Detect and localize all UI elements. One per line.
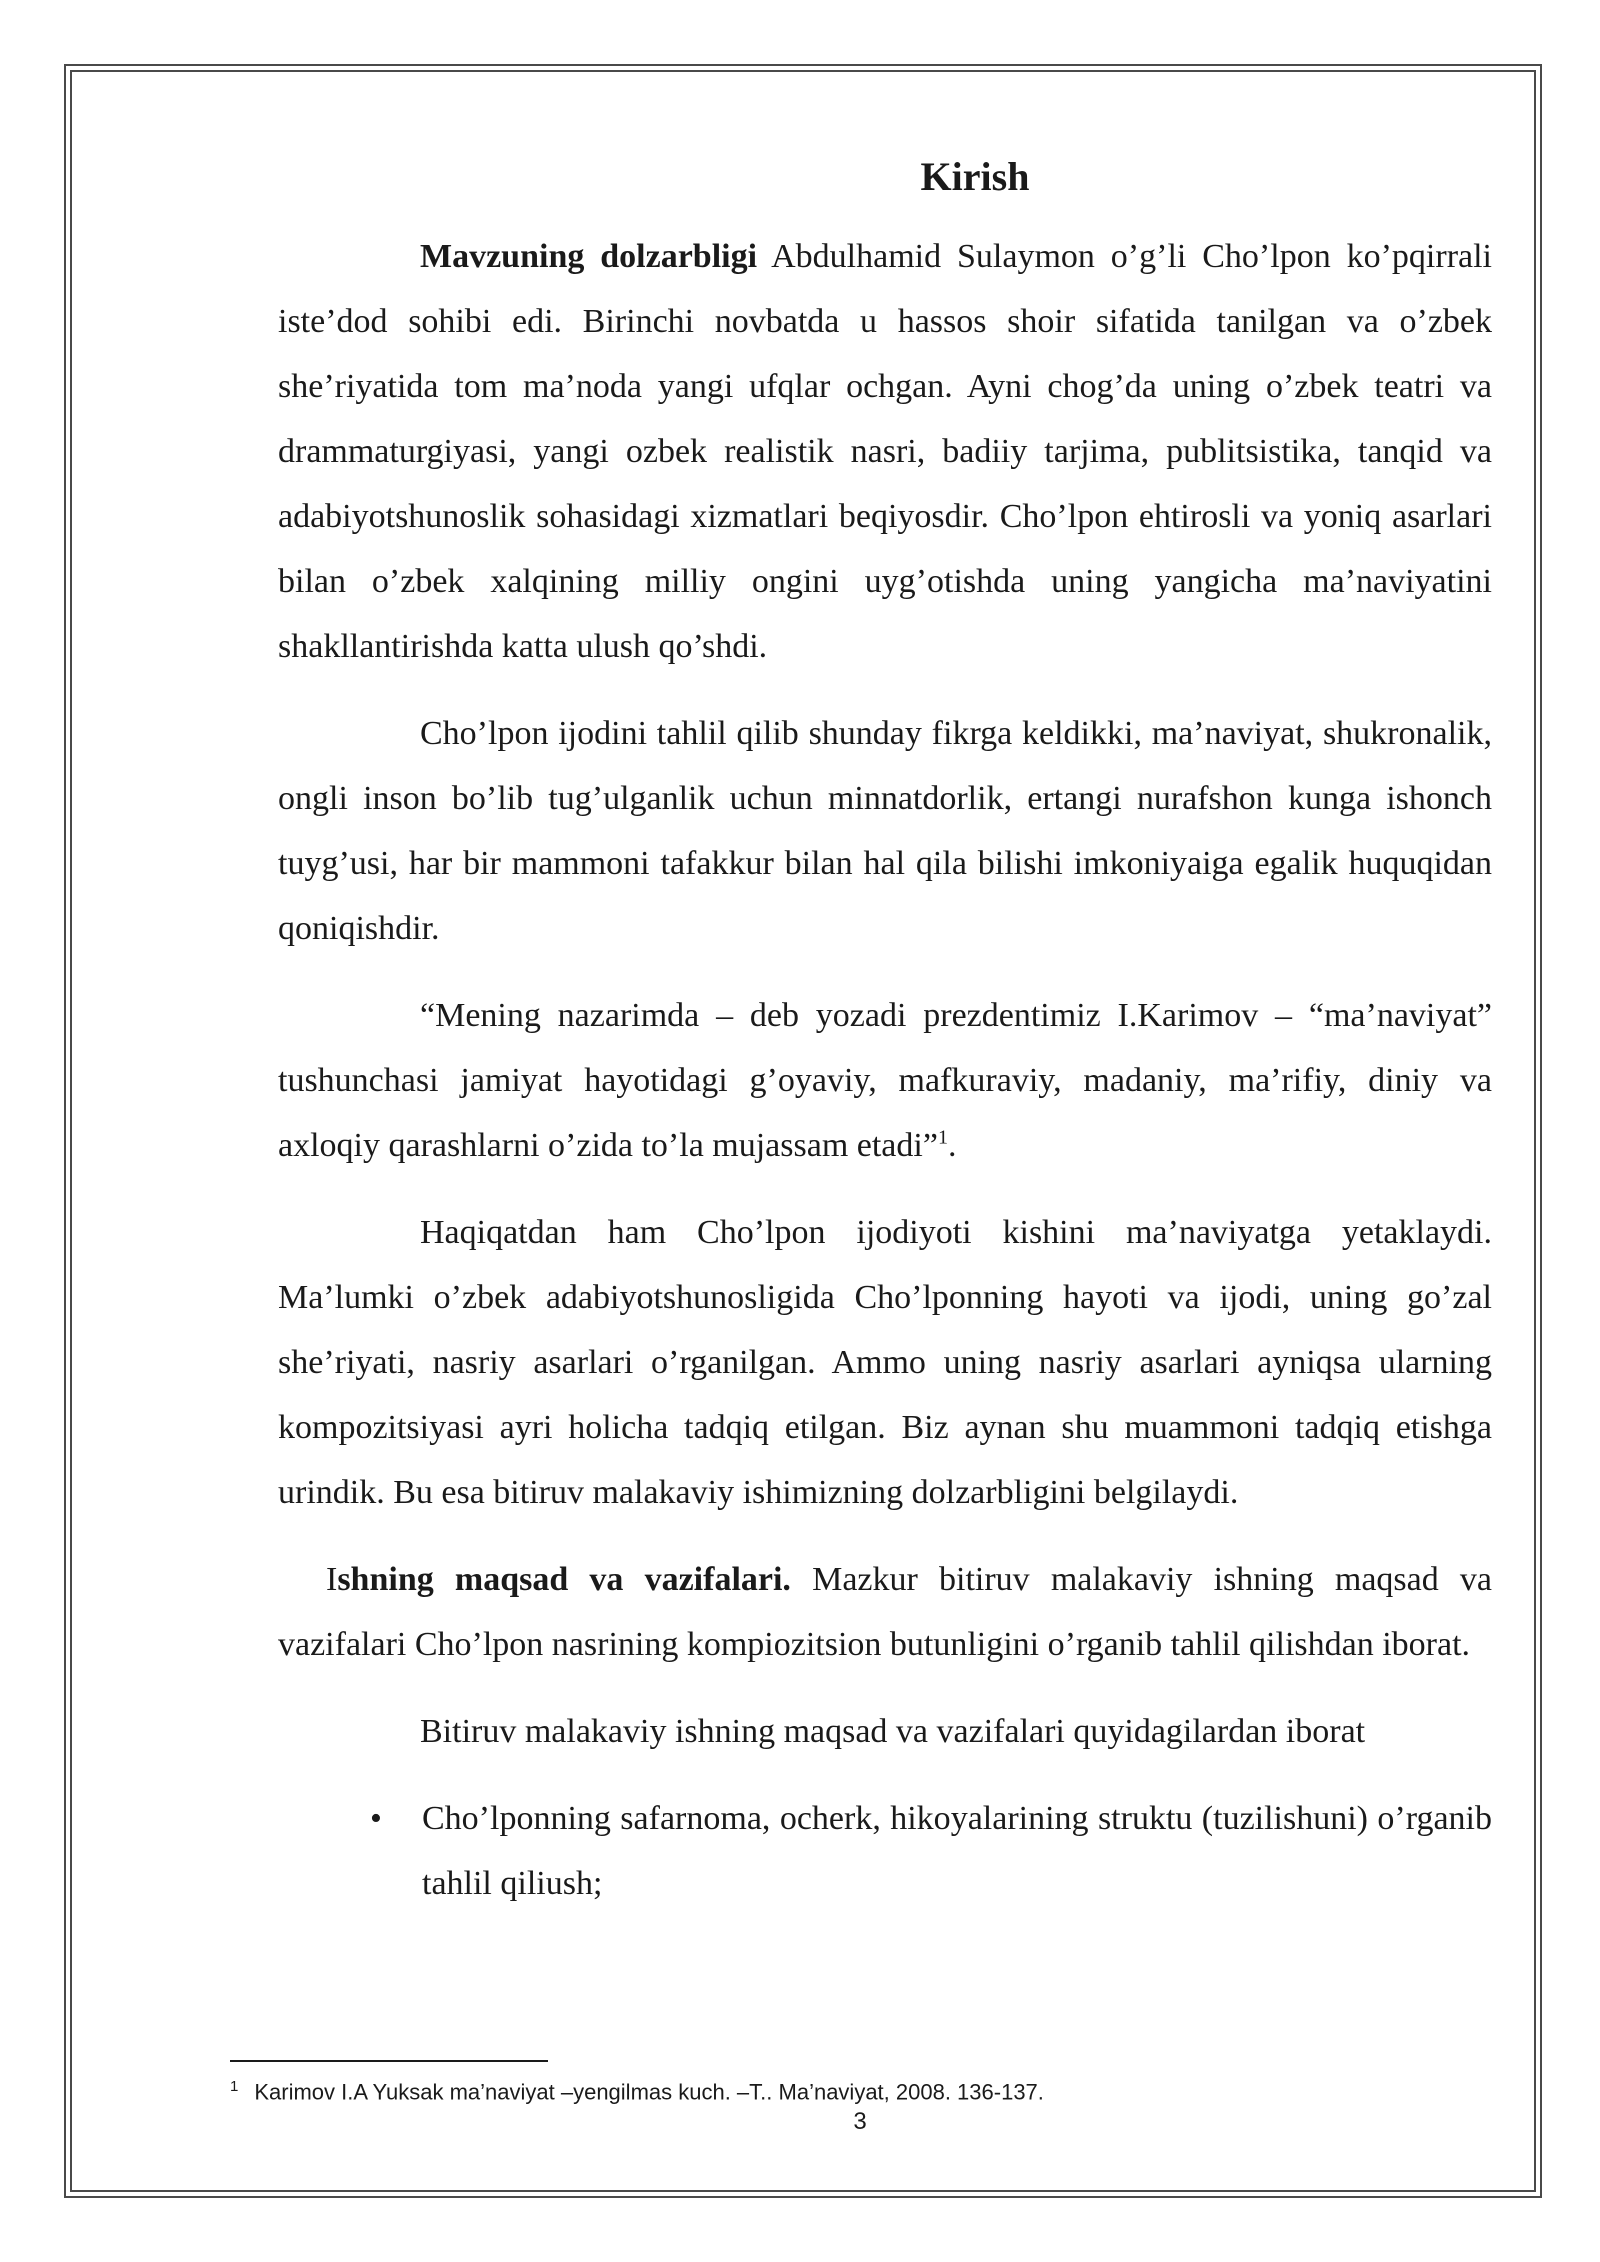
paragraph-goals	[278, 1547, 1492, 1677]
quote-text: “Mening nazarimda – deb yozadi prezdentimiz I.Karimov – “ma’naviyat” tushunchasi jamiyat hayotidagi g’oyaviy, mafkuraviy, madaniy, ma’rifiy, diniy va axloqiy qarashlarni o’zida to’la mujassam etadi”	[278, 997, 1492, 1164]
quote-end: .	[947, 1127, 957, 1164]
footnote	[230, 2072, 1430, 2107]
goals-lead-letter: I	[326, 1561, 338, 1598]
page-title: Kirish	[920, 154, 1030, 199]
footnote-text: Karimov I.A Yuksak ma’naviyat –yengilmas kuch. –T.. Ma’naviyat, 2008. 136-137.	[254, 2079, 1044, 2105]
footnote-separator	[230, 2060, 548, 2062]
paragraph-relevance-text: Abdulhamid Sulaymon o’g’li Cho’lpon ko’pqirrali iste’dod sohibi edi. Birinchi novbatda u hassos shoir sifatida tanilgan va o’zbek she’riyatida tom ma’noda yangi ufqlar ochgan. Ayni chog’da uning o’zbek teatri va drammaturgiyasi, yangi ozbek realistik nasri, badiiy tarjima, publitsistika, tanqid va adabiyotshunoslik sohasidagi xizmatlari beqiyosdir. Cho’lpon ehtirosli va yoniq asarlari bilan o’zbek xalqining milliy ongini uyg’otishda uning yangicha ma’naviyatini shakllantirishda katta ulush qo’shdi.	[278, 238, 1492, 665]
paragraph-tasks-intro: Bitiruv malakaviy ishning maqsad va vazifalari quyidagilardan iborat	[420, 1713, 1366, 1750]
paragraph-relevance	[278, 224, 1492, 679]
list-item-text: Cho’lponning safarnoma, ocherk, hikoyalarining struktu (tuzilishuni) o’rganib tahlil qiliush;	[422, 1800, 1492, 1902]
goals-text: Mazkur bitiruv malakaviy ishning maqsad va vazifalari Cho’lpon nasrining kompiozitsion butunligini o’rganib tahlil qilishdan iborat.	[278, 1561, 1492, 1663]
goals-heading: shning maqsad va vazifalari.	[337, 1561, 791, 1598]
paragraph-quote	[278, 983, 1492, 1178]
list-item	[278, 1786, 1492, 1916]
paragraph-analysis: Cho’lpon ijodini tahlil qilib shunday fikrga keldikki, ma’naviyat, shukronalik, ongli inson bo’lib tug’ulganlik uchun minnatdorlik, ertangi nurafshon kunga ishonch tuyg’usi, har bir mammoni tafakkur bilan hal qila bilishi imkoniyaiga egalik huquqidan qoniqishdir.	[278, 715, 1492, 947]
tasks-list	[278, 1786, 1492, 1916]
document-body	[278, 142, 1492, 1916]
paragraph-research: Haqiqatdan ham Cho’lpon ijodiyoti kishini ma’naviyatga yetaklaydi. Ma’lumki o’zbek adabiyotshunosligida Cho’lponning hayoti va ijodi, uning go’zal she’riyati, nasriy asarlari o’rganilgan. Ammo uning nasriy asarlari ayniqsa ularning kompozitsiyasi ayri holicha tadqiq etilgan. Biz aynan shu muammoni tadqiq etishga urindik. Bu esa bitiruv malakaviy ishimizning dolzarbligini belgilaydi.	[278, 1214, 1492, 1511]
footnote-reference: 1	[937, 1126, 948, 1149]
footnote-mark: 1	[230, 2078, 239, 2095]
paragraph-relevance-heading: Mavzuning dolzarbligi	[420, 238, 758, 275]
page-number: 3	[853, 2108, 867, 2135]
bullet-icon: •	[370, 1800, 382, 1837]
